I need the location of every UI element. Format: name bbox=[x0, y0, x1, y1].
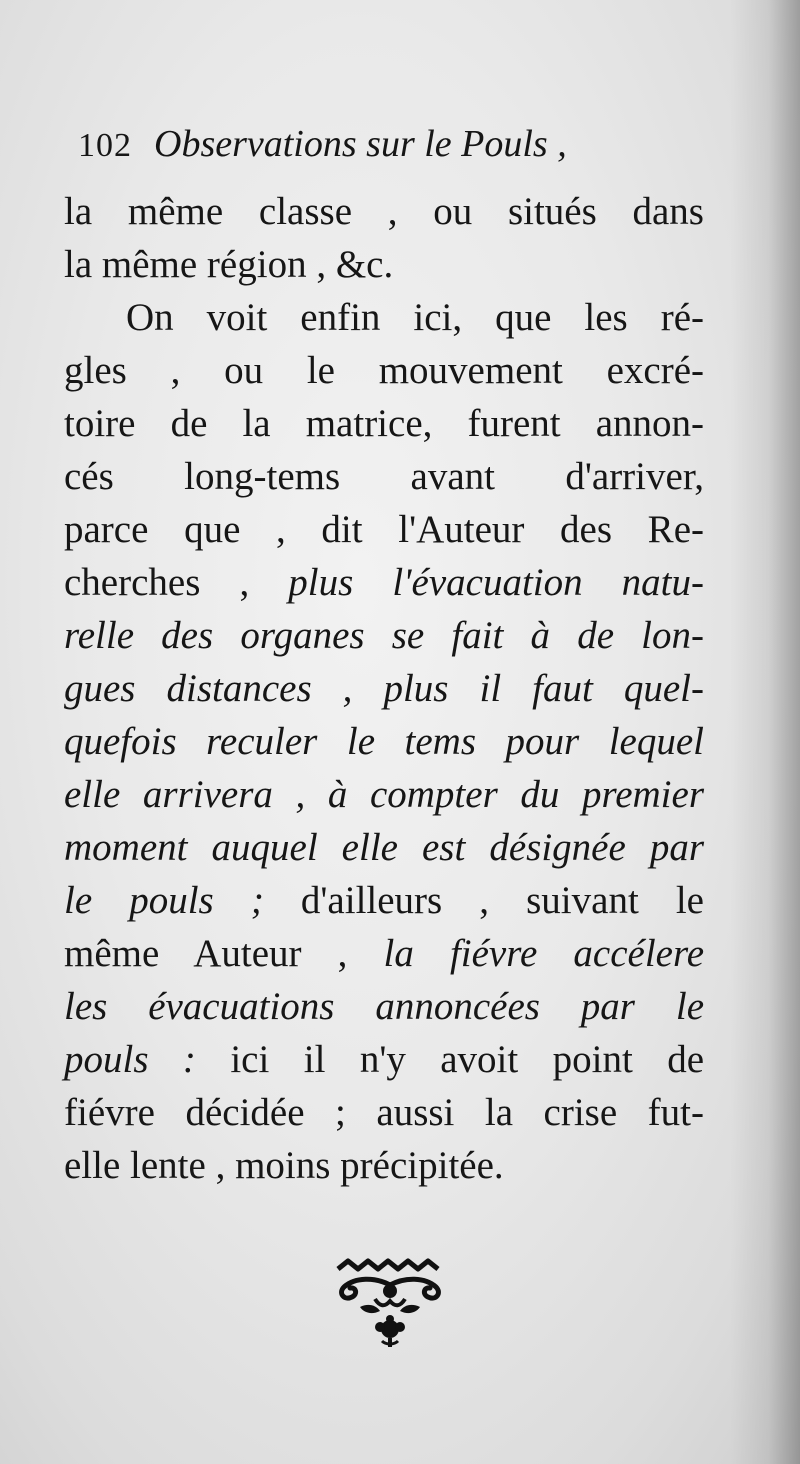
text-line: même Auteur , la fiévre accélere bbox=[64, 932, 705, 975]
running-title: Observations sur le Pouls , bbox=[154, 123, 567, 165]
text-line: gles , ou le mouvement excré- bbox=[64, 349, 704, 392]
text-line: toire de la matrice, furent annon- bbox=[64, 402, 704, 445]
text-line: fiévre décidée ; aussi la crise fut- bbox=[64, 1091, 704, 1134]
page-header bbox=[78, 122, 718, 182]
text-line: relle des organes se fait à de lon- bbox=[64, 614, 704, 657]
show-through: ​ bbox=[729, 1193, 731, 1231]
page-number: 102 bbox=[78, 127, 132, 164]
text-line: On voit enfin ici, que les ré- bbox=[126, 296, 704, 339]
text-line: le pouls ; d'ailleurs , suivant le bbox=[64, 879, 704, 922]
text-line: la même classe , ou situés dans bbox=[64, 190, 704, 233]
text-line: moment auquel elle est désignée par bbox=[64, 826, 704, 869]
text-line: elle arrivera , à compter du premier bbox=[64, 773, 704, 816]
text-line: pouls : ici il n'y avoit point de bbox=[64, 1038, 705, 1081]
body-text bbox=[64, 185, 704, 1192]
text-line: cés long-tems avant d'arriver, bbox=[64, 455, 704, 498]
text-line: cherches , plus l'évacuation natu- bbox=[64, 561, 705, 604]
text-line: parce que , dit l'Auteur des Re- bbox=[64, 508, 704, 551]
text-line: gues distances , plus il faut quel- bbox=[64, 667, 704, 710]
text-line: la même région , &c. bbox=[64, 243, 394, 286]
text-line: elle lente , moins précipitée. bbox=[64, 1144, 504, 1187]
text-line: les évacuations annoncées par le bbox=[64, 985, 704, 1028]
text-line: quefois reculer le tems pour lequel bbox=[64, 720, 704, 763]
fleuron-ornament-icon bbox=[330, 1255, 450, 1355]
